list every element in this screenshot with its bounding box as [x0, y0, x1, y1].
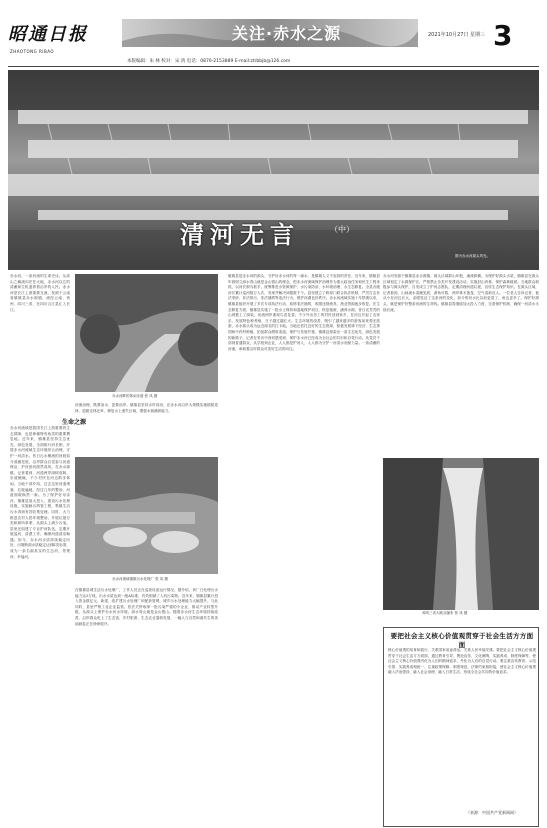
hero-caption: 图为赤水河源头风光。 — [455, 254, 490, 258]
plant-image — [75, 457, 218, 574]
editorial-body: 核心价值观的培育和践行，关系国家前途命运，关系人民幸福安康。要把社会主义核心价值观贯穿于社会生活方方面面，通过教育引导、舆论宣传、文化熏陶、实践养成、制度保障等，使社会主义核心价值观内化为人们的精神追求，外化为人们的自觉行动。要注重宣传教育、示范引领、实践养成相统一，注重政策保障、制度规范、法律约束相衔接，使社会主义核心价值观融入法治建设、融入社会治理、融入日常生活，形成全社会共同的价值追求。 — [388, 648, 536, 675]
falls-image — [383, 458, 539, 610]
falls-photo-caption: 鸡鸣三省大峡谷瀑布 张 凤 摄 — [422, 611, 468, 615]
section-subhead: 生命之源 — [62, 419, 87, 426]
header-divider — [8, 66, 539, 67]
treatment-plant-photo — [75, 457, 218, 574]
section-title: 关注·赤水之源 — [232, 24, 342, 43]
page-number: 3 — [493, 19, 513, 52]
editorial-source: （来源：中国共产党新闻网） — [466, 810, 518, 815]
editor-contact-line: 本版编辑：朱 林 校对：宋 鸿 电话：0870-2153889 E-mail:ztrbbjb@126.com — [127, 59, 291, 64]
article-column-2-continued: 在镇雄县城生活污水处理厂，工作人员正在巡查设备运行情况。据介绍，该厂日处理污水能力达3万吨，出水水质达到一级A标准，有效削减了入河污染物。近年来，镇雄县累计投入资金数亿元，新建、改扩建污水处理厂和配套管网，城乡污水处理能力大幅提升。与此同时，县里严格工业企业监管，依法关停取缔一批污染严重的小企业，推动产业转型升级，从源头上保护赤水河水环境。绿水青山就是金山银山。随着赤水河生态环境持续改善，沿岸群众吃上了生态饭，乡村旅游、生态农业蓬勃发展，一幅人与自然和谐共生的美丽画卷正在徐徐展开。 — [75, 588, 218, 626]
canyon-falls-photo — [383, 458, 539, 610]
masthead-subtitle: ZHAOTONG RIBAO — [10, 49, 55, 54]
section-banner — [122, 19, 418, 47]
headline: 清河无言 — [180, 220, 300, 249]
riverside-path-photo — [75, 274, 218, 392]
editorial-headline: 要把社会主义核心价值观贯穿于社会生活方方面面 — [390, 632, 534, 649]
headline-serial: （中） — [330, 225, 354, 234]
article-column-2: 河流治理，既要治水，更要治岸。镇雄县坚持水岸同治，在赤水河沿岸大规模实施植树造林、退耕还林还草，修复水土流失区域，增强水源涵养能力。 — [75, 403, 218, 413]
masthead-logo: 昭通日报 — [8, 24, 88, 45]
article-column-1-continued: 赤水河流域是我国长江上游重要的生态屏障，也是珍稀特有鱼类的重要栖息地。近年来，镇雄县坚持生态优先、绿色发展，全面推行河长制，开展赤水河流域生态环境综合治理，守护一河清水。昔日污水横流的河段如今清澈见底，沿岸群众自觉参与河道保洁，护河爱河蔚然成风。在赤水源镇，记者看到，河道两岸绿树成荫，步道蜿蜒，不少村民在河边散步休闲。当地干部介绍，过去这里河道堵塞、垃圾遍地，经过几年的整治，河道面貌焕然一新。为了保护好母亲河，镇雄县加大投入，建设污水处理设施，实施截污纳管工程，集镇生活污水得到有效收集处理。同时，大力推进农村人居环境整治，开展垃圾分类和厕所革命，从源头上减少污染。县里还组建了专业护河队伍，定期开展巡河、清漂工作，确保河道清洁畅通。如今，赤水河水质持续稳定向好，出境断面水质稳定达到Ⅱ类标准，成为一条名副其实的生态河、景观河、幸福河。 — [10, 426, 70, 559]
article-column-4: 赤水河发源于镇雄县赤水源镇，源头区域群山环抱，溪流纵横。为保护好源头水质，镇雄县在源头区域划定了水源保护区，严格禁止各类开发建设活动，实施封山育林，保护森林植被。当地群众积极参与源头保护，自发成立了护河志愿队，定期清理河道垃圾，宣传生态保护知识。在源头区域，记者看到，山间溪水清澈见底，游鱼可数，两岸林木葱茏，空气清新宜人。一位老人告诉记者，他从小在河边长大，亲眼见证了这条河的变化，如今的河水比以前更清了，鱼也更多了。保护好源头，就是保护好整条河流的生命线。镇雄县将继续加大投入力度，完善保护机制，确保一河清水永续长流。 — [383, 274, 539, 312]
issue-date: 2021年10月27日 星期三 — [428, 32, 486, 38]
path-image — [75, 274, 218, 392]
plant-photo-caption: 赤水河流域镇雄污水处理厂 张 凤 摄 — [112, 577, 168, 581]
article-column-1: 赤水河，一条河流的生命史诗。从高山之巅流向茫茫大地，赤水河以它的清澈和生机滋养着沿岸的人民。赤水河是长江上游重要支流，发源于云南省镇雄县赤水源镇，流经云南、贵州、四川三省，在四川合江县汇入长江。 — [10, 274, 70, 312]
article-column-3: 镇雄县是赤水河的源头，守护好赤水河的每一滴水，是镇雄人义不容辞的责任。近年来，镇雄县牢固树立绿水青山就是金山银山的理念，把赤水河流域保护治理作为重大政治任务和民生工程来抓，以河长制为抓手，统筹推进水资源保护、水污染防治、水环境治理、水生态修复。全县各级河长累计巡河数万人次，发现并解决问题数千个。县里建立了跨部门联合执法机制，严厉打击非法采砂、非法排污、非法捕捞等违法行为，维护河湖良好秩序。赤水河流域实施十年禁渔以来，镇雄县组织开展了多次专项执法行动，取缔非法捕捞，收缴违规渔具，渔业资源逐步恢复。在生态修复方面，镇雄县实施了一批水土保持和湿地保护项目，恢复植被，涵养水源。昔日光秃秃的山坡披上了绿装，河流两岸重现鸟语花香。不少外出务工的村民回到家乡，在河边开起了农家乐，发展特色种养殖，日子越过越红火。生态环境的改善，吸引了越来越多的游客前来观光旅游，赤水源头成为远近闻名的打卡地。当地还依托良好的生态资源，积极发展林下经济、生态茶园和中药材种植，拓宽群众增收渠道。保护与发展并重，镇雄县探索出一条生态优先、绿色发展的新路子。记者在采访中深切感受到，保护赤水河已经成为全社会的共识和自觉行动。从党员干部到普通群众，从学校到企业，人人都是护河人，人人都为守护一河清水贡献力量。一条清澈的河流，承载着沿岸群众对美好生活的向往。 — [228, 274, 380, 351]
path-photo-caption: 赤水河畔的休闲步道 张 凤 摄 — [112, 394, 158, 398]
